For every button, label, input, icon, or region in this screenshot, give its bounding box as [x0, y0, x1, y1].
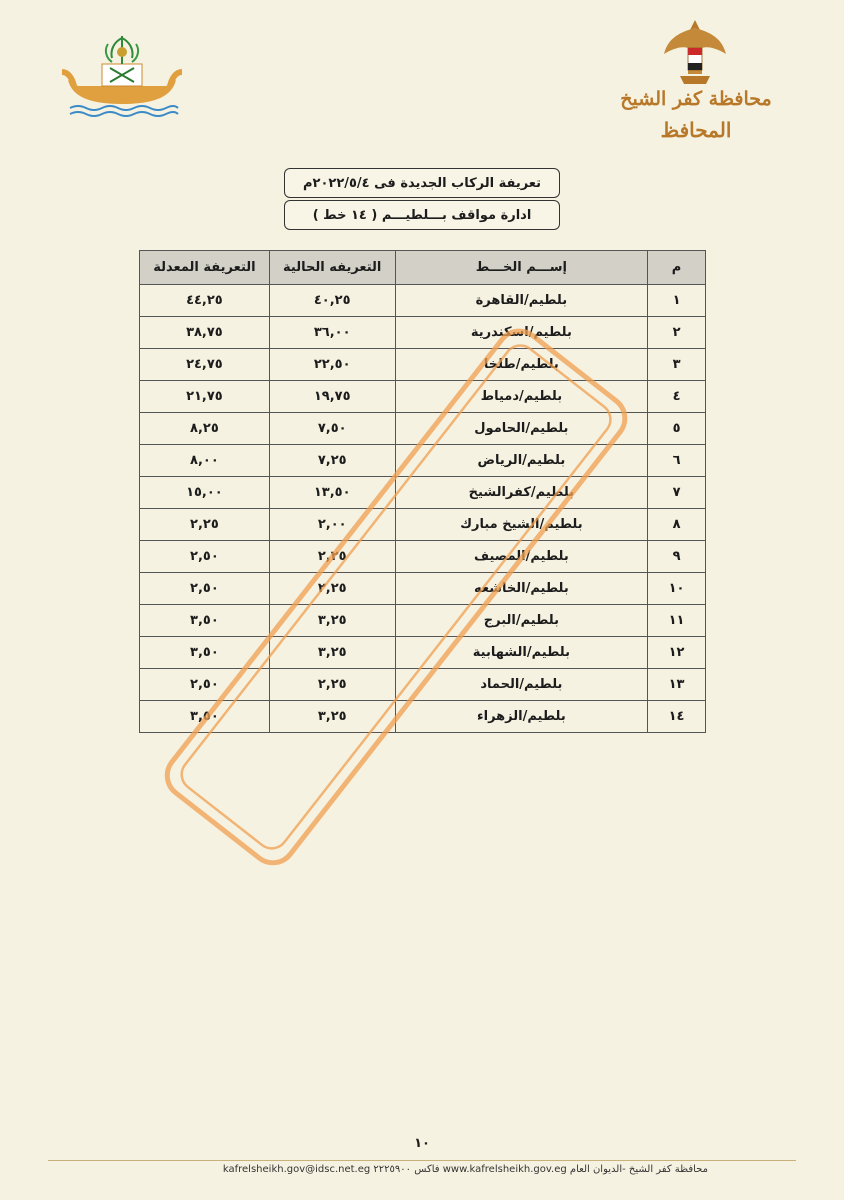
table-row: [140, 701, 706, 733]
row-number: ١: [648, 285, 706, 317]
header-current-fare: التعريفه الحالية: [269, 251, 395, 285]
new-fare: ٢,٢٥: [140, 509, 270, 541]
current-fare: ٢٢,٥٠: [269, 349, 395, 381]
document-subtitle: ادارة مواقف بـــلطيـــم ( ١٤ خط ): [284, 200, 560, 230]
new-fare: ٣,٥٠: [140, 605, 270, 637]
table-row: [140, 637, 706, 669]
row-number: ١٢: [648, 637, 706, 669]
new-fare: ٢,٥٠: [140, 541, 270, 573]
current-fare: ٢,٢٥: [269, 541, 395, 573]
new-fare: ٣,٥٠: [140, 637, 270, 669]
row-number: ٥: [648, 413, 706, 445]
table-row: [140, 349, 706, 381]
line-name: بلطيم/دمياط: [395, 381, 648, 413]
table-header-row: [140, 251, 706, 285]
table-row: [140, 669, 706, 701]
table-row: [140, 381, 706, 413]
line-name: بلطيم/الحماد: [395, 669, 648, 701]
governorate-logo: [58, 28, 186, 120]
new-fare: ٢٤,٧٥: [140, 349, 270, 381]
current-fare: ٣,٢٥: [269, 701, 395, 733]
row-number: ١٤: [648, 701, 706, 733]
footer-divider: [48, 1160, 796, 1161]
table-row: [140, 317, 706, 349]
table-row: [140, 445, 706, 477]
current-fare: ٢,٢٥: [269, 669, 395, 701]
row-number: ١١: [648, 605, 706, 637]
current-fare: ٣,٢٥: [269, 637, 395, 669]
line-name: بلطيم/كفرالشيخ: [395, 477, 648, 509]
governorate-name: محافظة كفر الشيخ: [620, 88, 772, 110]
header-line-name: إســـم الخـــط: [395, 251, 648, 285]
row-number: ١٣: [648, 669, 706, 701]
official-title: المحافظ: [660, 118, 732, 142]
line-name: بلطيم/الزهراء: [395, 701, 648, 733]
current-fare: ١٣,٥٠: [269, 477, 395, 509]
line-name: بلطيم/البرج: [395, 605, 648, 637]
header-number: م: [648, 251, 706, 285]
table-row: [140, 413, 706, 445]
row-number: ٤: [648, 381, 706, 413]
line-name: بلطيم/الشهابية: [395, 637, 648, 669]
table-row: [140, 605, 706, 637]
line-name: بلطيم/الشيخ مبارك: [395, 509, 648, 541]
row-number: ١٠: [648, 573, 706, 605]
row-number: ٩: [648, 541, 706, 573]
new-fare: ٢١,٧٥: [140, 381, 270, 413]
footer-contact: محافظة كفر الشيخ -الديوان العام www.kafrelsheikh.gov.eg فاكس ٢٢٢٥٩٠٠ kafrelsheikh.gov@idsc.net.eg: [222, 1164, 708, 1175]
line-name: بلطيم/الحامول: [395, 413, 648, 445]
eagle-emblem-icon: [660, 14, 730, 94]
current-fare: ٣,٢٥: [269, 605, 395, 637]
row-number: ٧: [648, 477, 706, 509]
new-fare: ٢,٥٠: [140, 573, 270, 605]
new-fare: ٨,٠٠: [140, 445, 270, 477]
document-title: تعريفة الركاب الجديدة فى ٢٠٢٢/٥/٤م: [284, 168, 560, 198]
row-number: ٢: [648, 317, 706, 349]
new-fare: ١٥,٠٠: [140, 477, 270, 509]
table-row: [140, 477, 706, 509]
table-row: [140, 285, 706, 317]
table-row: [140, 509, 706, 541]
table-row: [140, 573, 706, 605]
new-fare: ٢,٥٠: [140, 669, 270, 701]
line-name: بلطيم/اسكندرية: [395, 317, 648, 349]
new-fare: ٣,٥٠: [140, 701, 270, 733]
row-number: ٦: [648, 445, 706, 477]
current-fare: ٧,٥٠: [269, 413, 395, 445]
fares-table: [139, 250, 706, 733]
current-fare: ٢,٢٥: [269, 573, 395, 605]
header-new-fare: التعريفة المعدلة: [140, 251, 270, 285]
page-number: ١٠: [414, 1136, 430, 1151]
table-row: [140, 541, 706, 573]
current-fare: ٣٦,٠٠: [269, 317, 395, 349]
current-fare: ٧,٢٥: [269, 445, 395, 477]
row-number: ٣: [648, 349, 706, 381]
new-fare: ٨,٢٥: [140, 413, 270, 445]
new-fare: ٣٨,٧٥: [140, 317, 270, 349]
current-fare: ٤٠,٢٥: [269, 285, 395, 317]
line-name: بلطيم/القاهرة: [395, 285, 648, 317]
line-name: بلطيم/الرياض: [395, 445, 648, 477]
line-name: بلطيم/المصيف: [395, 541, 648, 573]
line-name: بلطيم/طلخا: [395, 349, 648, 381]
row-number: ٨: [648, 509, 706, 541]
current-fare: ١٩,٧٥: [269, 381, 395, 413]
line-name: بلطيم/الخاشعه: [395, 573, 648, 605]
current-fare: ٢,٠٠: [269, 509, 395, 541]
new-fare: ٤٤,٢٥: [140, 285, 270, 317]
